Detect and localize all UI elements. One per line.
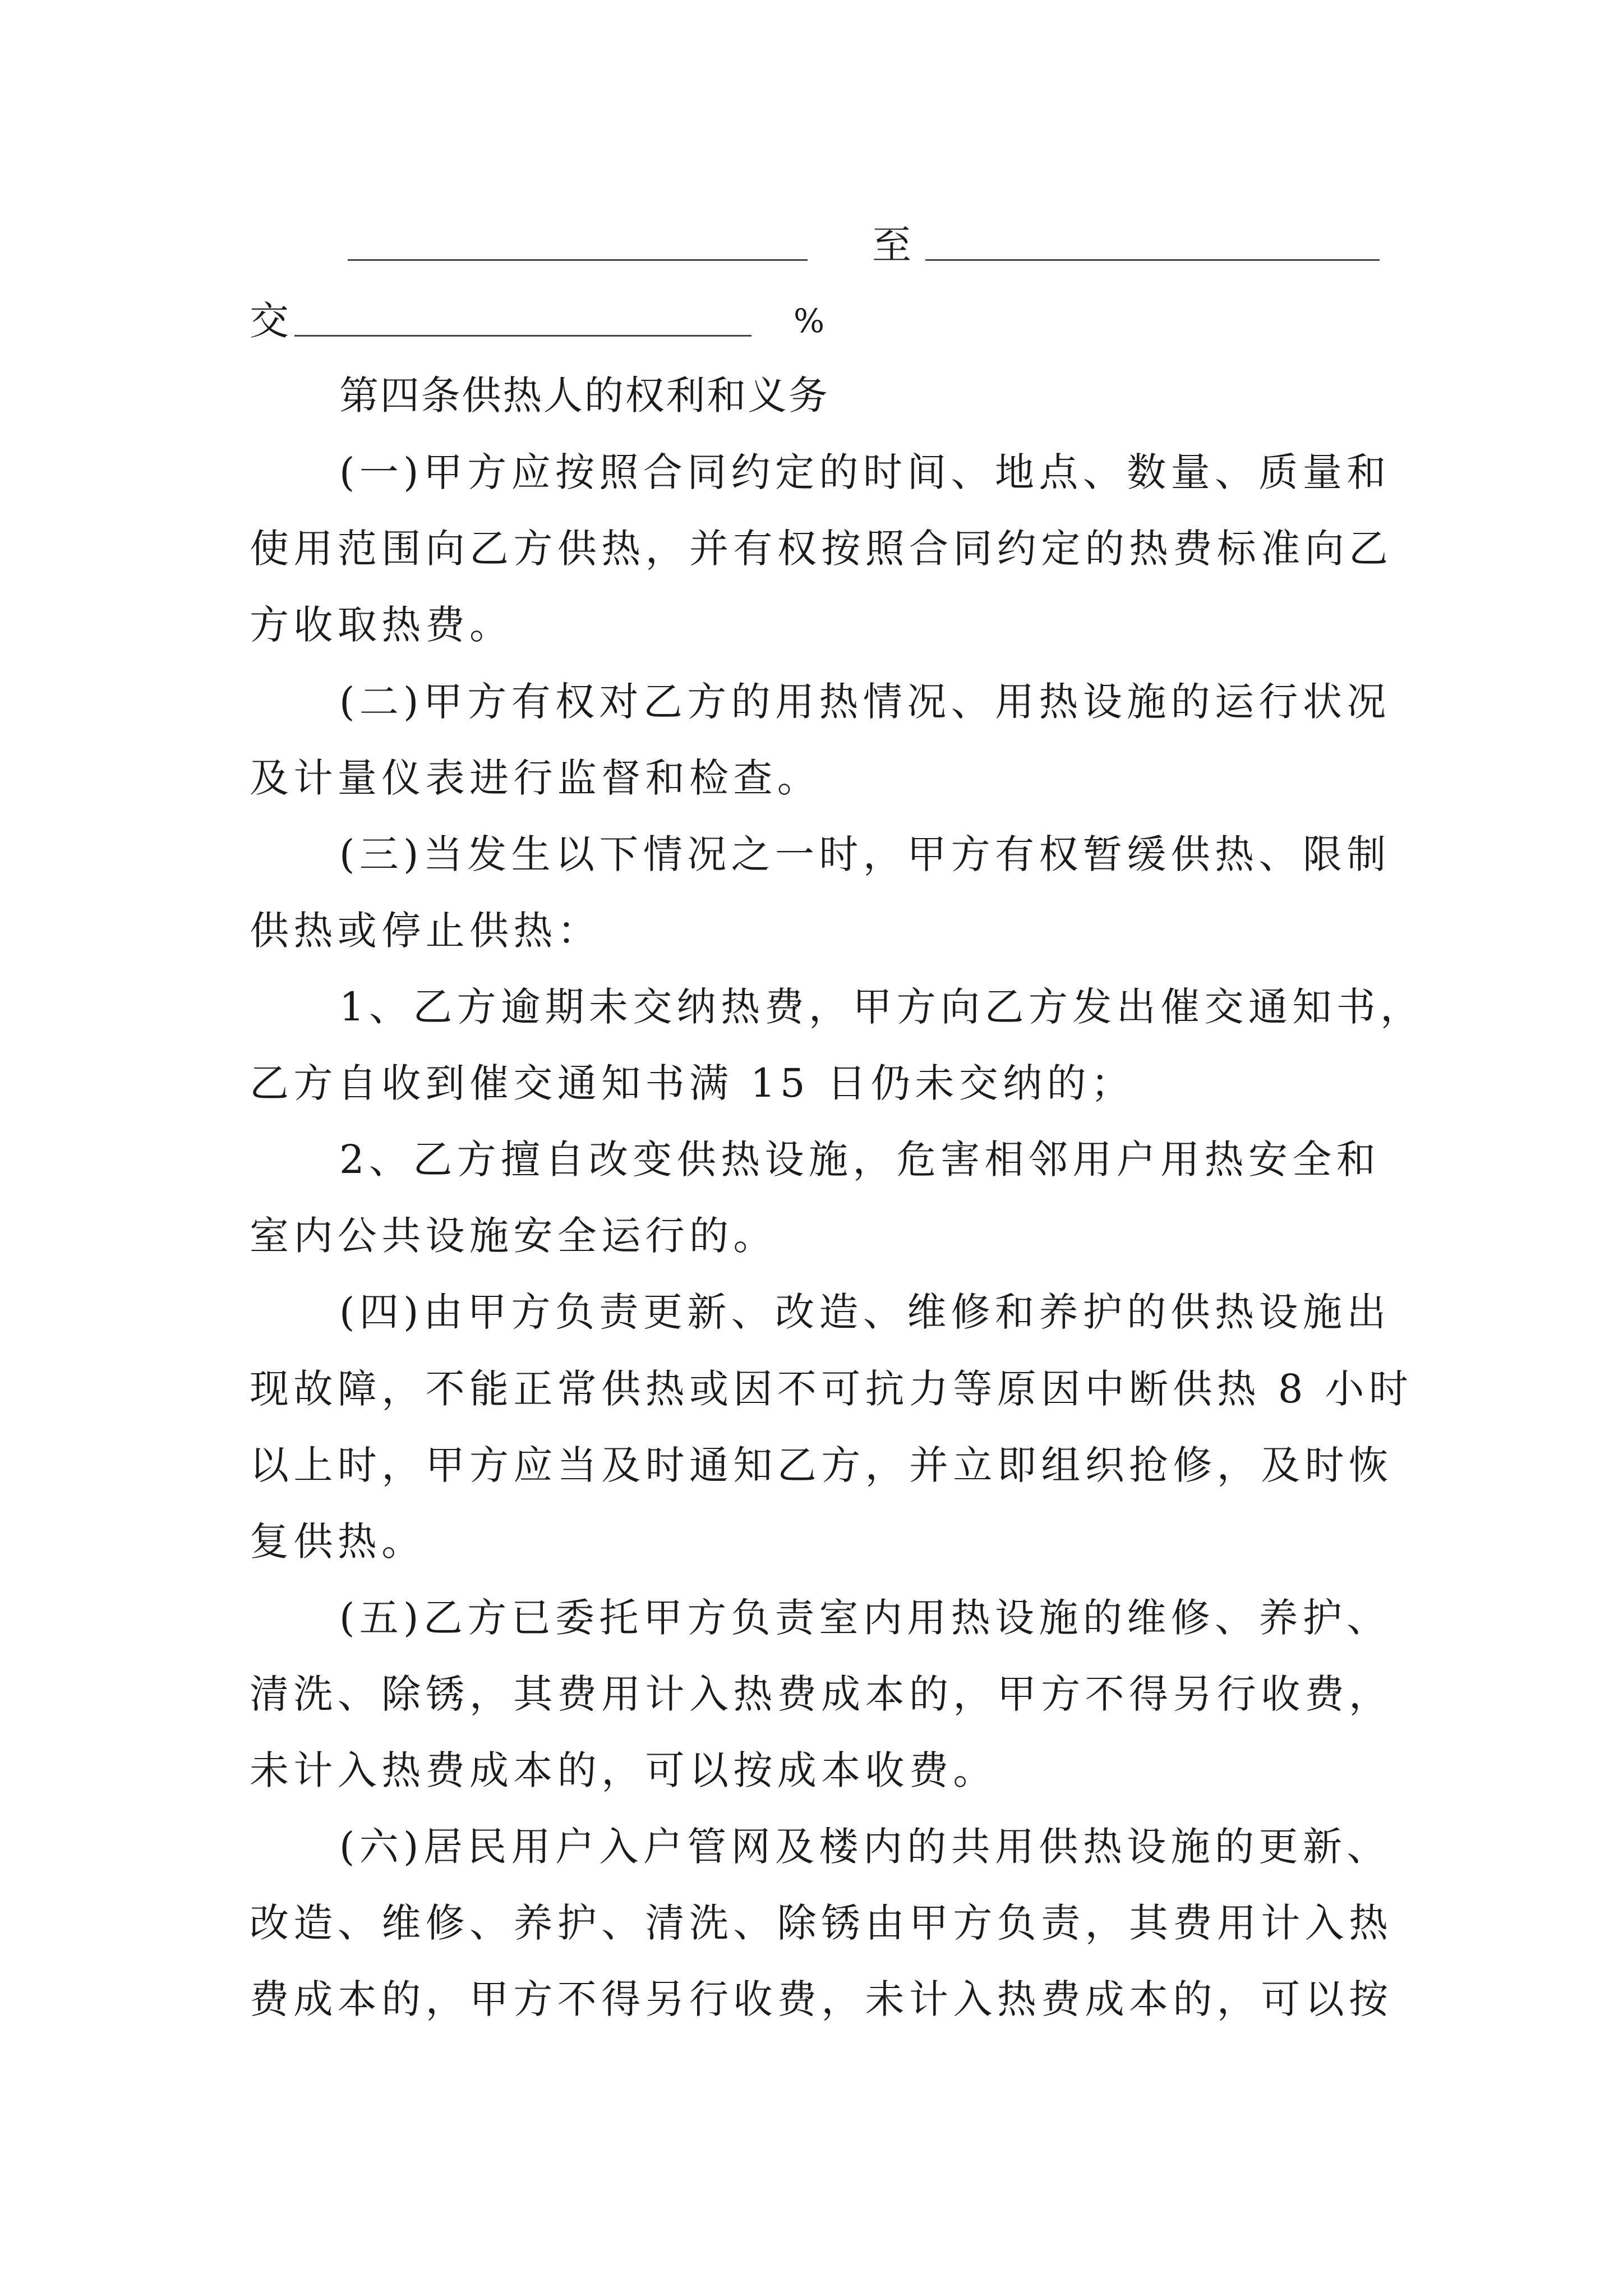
article-heading: 第四条供热人的权利和义务 (339, 372, 829, 418)
blank-line-from[interactable] (348, 259, 808, 261)
paragraph-line: 费成本的，甲方不得另行收费，未计入热费成本的，可以按 (250, 1976, 1393, 2022)
paragraph-line: (二)甲方有权对乙方的用热情况、用热设施的运行状况 (339, 679, 1391, 725)
percent-sign: % (794, 302, 825, 340)
blank-line-payment[interactable] (294, 335, 751, 337)
to-label: 至 (872, 222, 911, 268)
paragraph-line: (一)甲方应按照合同约定的时间、地点、数量、质量和 (339, 449, 1391, 495)
paragraph-line: 室内公共设施安全运行的。 (250, 1213, 777, 1259)
paragraph-line: (六)居民用户入户管网及楼内的共用供热设施的更新、 (339, 1824, 1391, 1870)
paragraph-line: 2、乙方擅自改变供热设施，危害相邻用户用热安全和 (339, 1137, 1381, 1182)
pay-label: 交 (250, 298, 289, 344)
paragraph-line: 未计入热费成本的，可以按成本收费。 (250, 1747, 997, 1793)
paragraph-line: 方收取热费。 (250, 602, 514, 648)
paragraph-line: 使用范围向乙方供热，并有权按照合同约定的热费标准向乙 (250, 526, 1393, 572)
paragraph-line: 供热或停止供热： (250, 908, 602, 954)
paragraph-line: 1、乙方逾期未交纳热费，甲方向乙方发出催交通知书， (339, 984, 1424, 1030)
paragraph-line: (三)当发生以下情况之一时，甲方有权暂缓供热、限制 (339, 831, 1391, 877)
paragraph-line: 现故障，不能正常供热或因不可抗力等原因中断供热 8 小时 (250, 1366, 1413, 1412)
blank-line-to[interactable] (925, 259, 1380, 261)
paragraph-line: 及计量仪表进行监督和检查。 (250, 755, 822, 801)
paragraph-line: 乙方自收到催交通知书满 15 日仍未交纳的； (250, 1060, 1135, 1106)
paragraph-line: 清洗、除锈，其费用计入热费成本的，甲方不得另行收费， (250, 1671, 1393, 1717)
paragraph-line: 以上时，甲方应当及时通知乙方，并立即组织抢修，及时恢 (250, 1442, 1393, 1488)
paragraph-line: 复供热。 (250, 1519, 426, 1565)
paragraph-line: (四)由甲方负责更新、改造、维修和养护的供热设施出 (339, 1289, 1391, 1335)
paragraph-line: (五)乙方已委托甲方负责室内用热设施的维修、养护、 (339, 1595, 1391, 1641)
paragraph-line: 改造、维修、养护、清洗、除锈由甲方负责，其费用计入热 (250, 1900, 1393, 1946)
